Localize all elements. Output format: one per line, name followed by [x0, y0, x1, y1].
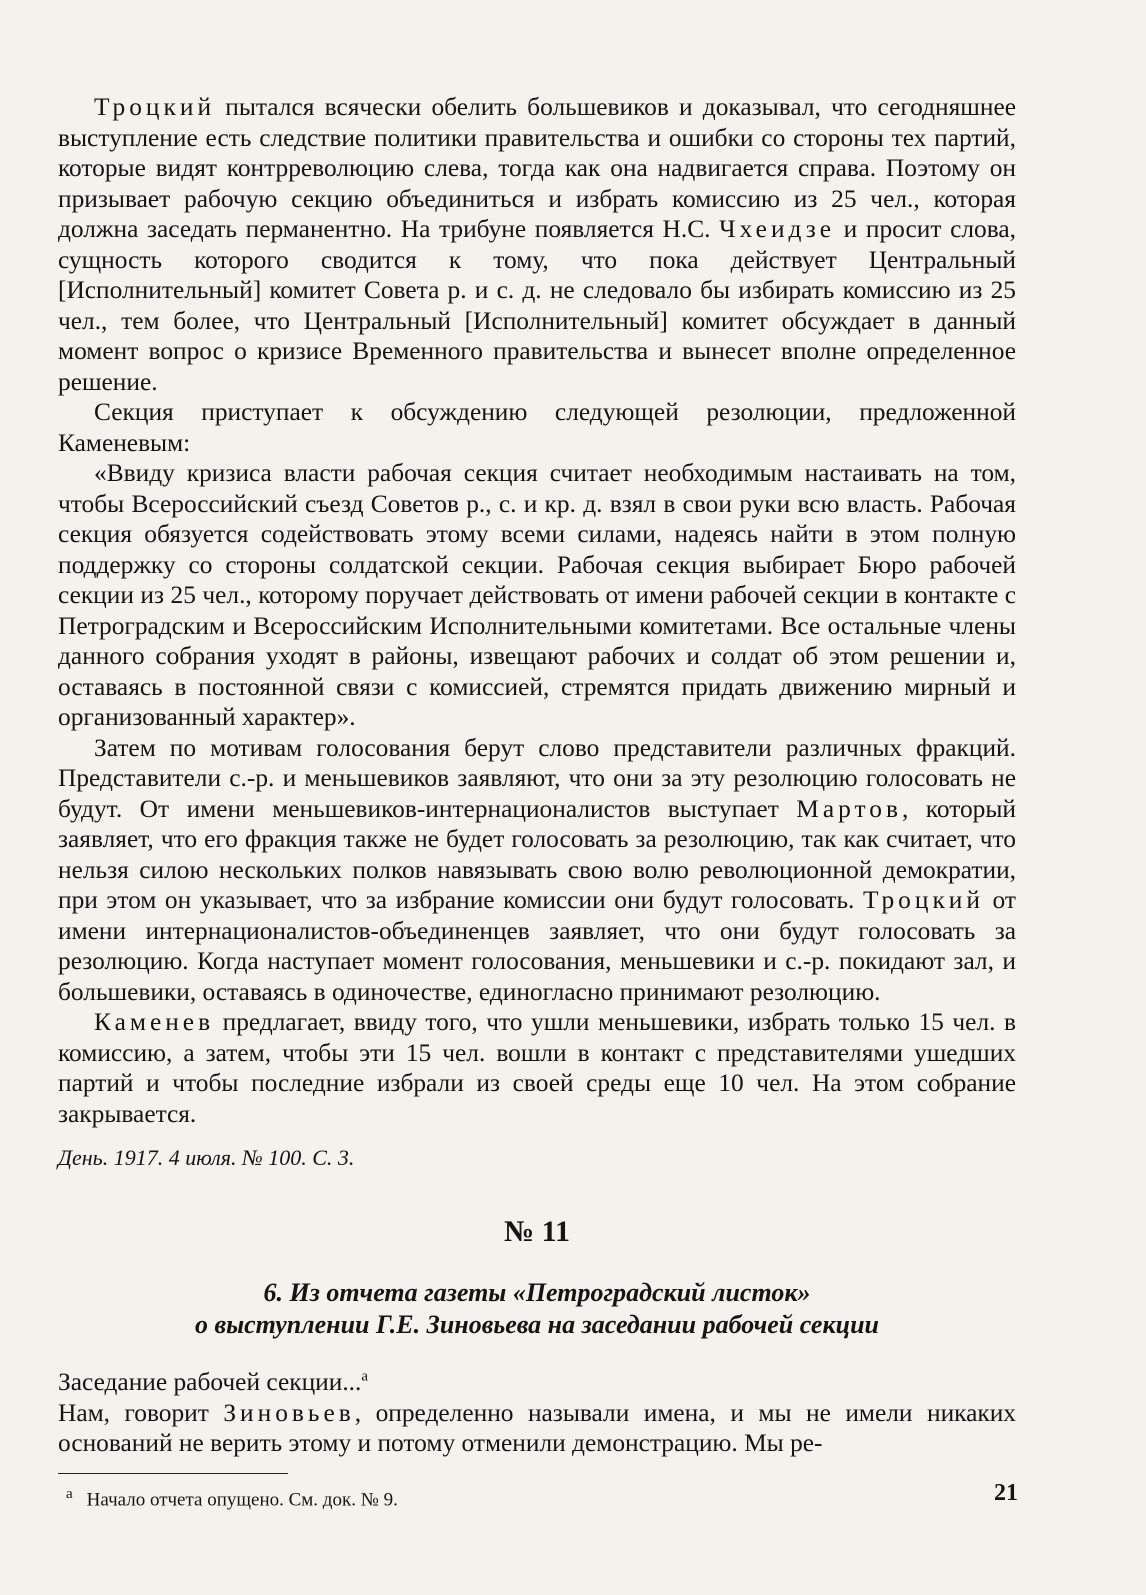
- paragraph: Заседание рабочей секции...$^а$: [58, 1368, 369, 1396]
- section-report-1: [58, 92, 1016, 1173]
- source-citation: День. 1917. 4 июля. № 100. С. 3.: [58, 1145, 355, 1170]
- document-number: № 11: [504, 1215, 570, 1248]
- spaced-name: Зиновьев: [223, 1398, 355, 1427]
- section-report-2: [58, 1367, 1016, 1459]
- resolution-quote: «Ввиду кризиса власти рабочая секция считает необходимым настаивать на том, чтобы Всероссийский съезд Советов р., с. и кр. д. взял в свои руки всю власть. Рабочая секция обязуется содействовать этому всеми силами, надеясь найти в этом полную поддержку со стороны солдатской секции. Рабочая секция выбирает Бюро рабочей секции из 25 чел., которому поручает действовать от имени рабочей секции в контакте с Петроградским и Всероссийским Исполнительными комитетами. Все остальные члены данного собрания уходят в районы, извещают рабочих и солдат об этом решении и, оставаясь в постоянной связи с комиссией, стремятся придать движению мирный и организованный характер».: [58, 459, 1016, 731]
- document-title-line: 6. Из отчета газеты «Петроградский листок»: [263, 1278, 811, 1307]
- footnote-marker: а: [361, 1368, 369, 1385]
- footnote-marker: а: [66, 1485, 73, 1502]
- page-body: [58, 92, 1016, 1512]
- spaced-name: Троцкий: [94, 93, 216, 121]
- spaced-name: Мартов: [796, 794, 902, 823]
- spaced-name: Троцкий: [862, 886, 984, 914]
- footnote: $^а$ Начало отчета опущено. См. док. № 9.: [66, 1485, 398, 1510]
- paragraph: Каменев предлагает, ввиду того, что ушли меньшевики, избрать только 15 чел. в комиссию, а затем, чтобы эти 15 чел. вошли в контакт с представителями ушедших партий и чтобы последние избрали из своей среды еще 10 чел. На этом собрание закрывается.: [58, 1008, 1016, 1128]
- paragraph: Затем по мотивам голосования берут слово представители различных фракций. Представители с.-р. и меньшевиков заявляют, что они за эту резолюцию голосовать не будут. От имени меньшевиков-интернационалистов выступает Мартов, который заявляет, что его фракция также не будет голосовать за резолюцию, так как считает, что нельзя силою нескольких полков навязывать свою волю революционной демократии, при этом он указывает, что за избрание комиссии они будут голосовать. Троцкий от имени интернационалистов-объединенцев заявляет, что они будут голосовать за резолюцию. Когда наступает момент голосования, меньшевики и с.-р. покидают зал, и большевики, оставаясь в одиночестве, единогласно принимают резолюцию.: [58, 733, 1016, 1006]
- paragraph: Троцкий пытался всячески обелить большевиков и доказывал, что сегодняшнее выступление есть следствие политики правительства и ошибки со стороны тех партий, которые видят контрреволюцию слева, тогда как она надвигается справа. Поэтому он призывает рабочую секцию объединиться и избрать комиссию из 25 чел., которая должна заседать перманентно. На трибуне появляется Н.С. Чхеидзе и просит слова, сущность которого сводится к тому, что пока действует Центральный [Исполнительный] комитет Совета р. и с. д. не следовало бы избирать комиссию из 25 чел., тем более, что Центральный [Исполнительный] комитет обсуждает в данный момент вопрос о кризисе Временного правительства и вынесет вполне определенное решение.: [58, 93, 1016, 396]
- paragraph: Секция приступает к обсуждению следующей резолюции, предложенной Каменевым:: [58, 398, 1016, 457]
- document-title-line: о выступлении Г.Е. Зиновьева на заседании рабочей секции: [194, 1310, 880, 1339]
- page-number: 21: [994, 1480, 1018, 1506]
- spaced-name: Чхеидзе: [719, 215, 836, 243]
- document-title: [58, 1277, 1016, 1341]
- paragraph: Нам, говорит Зиновьев, определенно называли имена, и мы не имели никаких оснований не верить этому и потому отменили демонстрацию. Мы ре-: [58, 1398, 1016, 1457]
- footnote-divider: [58, 1473, 288, 1474]
- spaced-name: Каменев: [94, 1008, 215, 1036]
